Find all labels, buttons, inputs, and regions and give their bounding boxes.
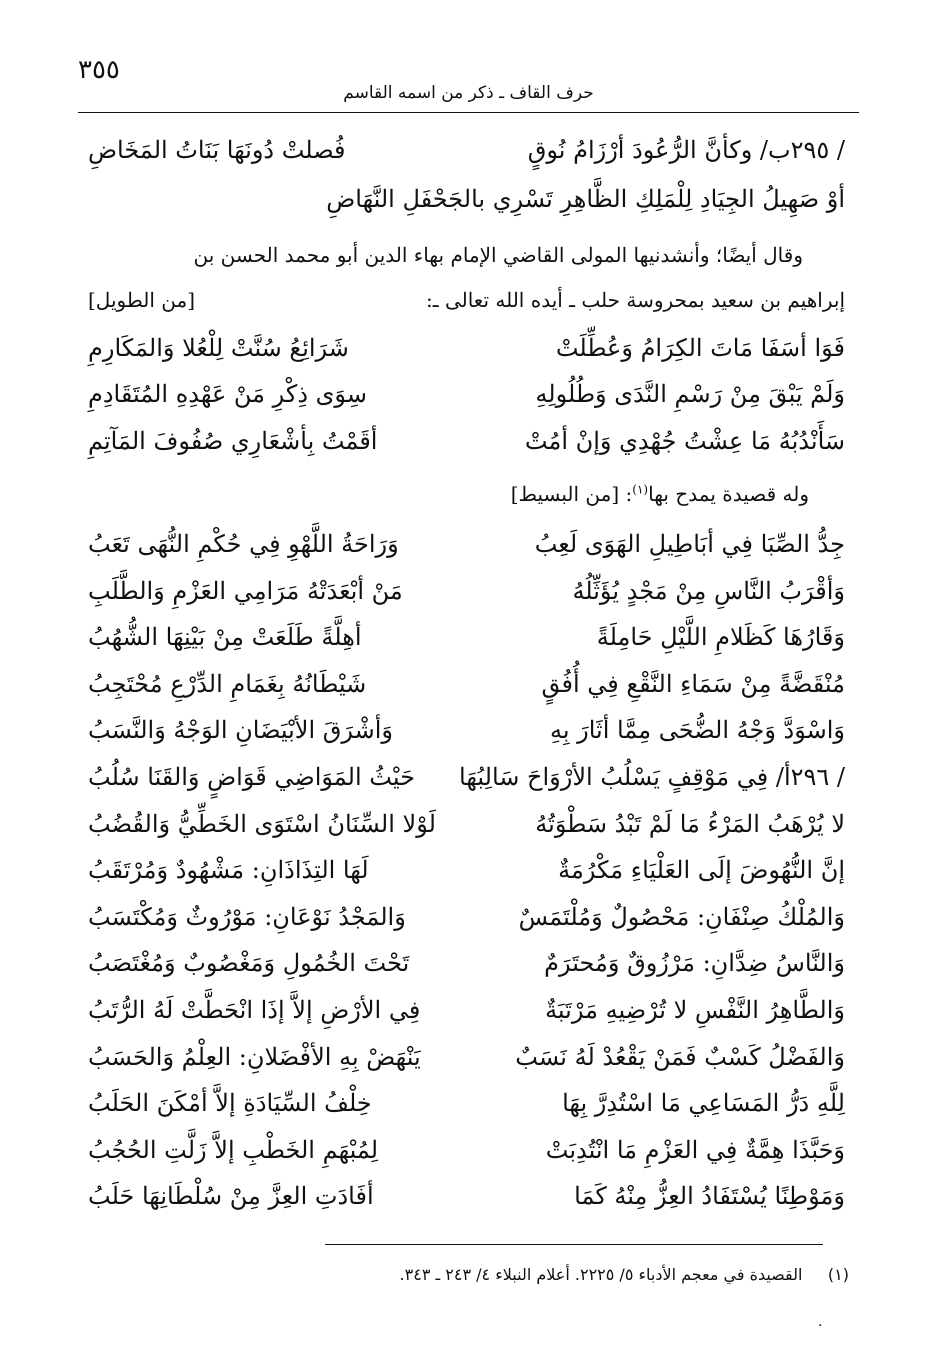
verse-line — [88, 615, 845, 659]
verse-second-hemistich: شَرَائِعُ سُنَّتْ لِلْعُلا وَالمَكَارِمِ — [88, 334, 349, 362]
intro-2-line — [511, 482, 809, 506]
verse-line — [88, 177, 845, 221]
verse-line — [88, 895, 845, 939]
verse-second-hemistich: وَالمَجْدُ نَوْعَانِ: مَوْرُوثٌ وَمُكْتَسَبُ — [88, 902, 406, 931]
verse-second-hemistich: لِمُبْهَمِ الخَطْبِ إلاَّ زَلَّتِ الحُجُبُ — [88, 1135, 379, 1164]
verse-second-hemistich: يَنْهَضْ بِهِ الأفْضَلانِ: العِلْمُ وَالحَسَبُ — [88, 1042, 421, 1071]
verse-line — [88, 988, 845, 1032]
verse-first-hemistich: وَالطَّاهِرُ النَّفْسِ لا تُرْضِيهِ مَرْتَبَةٌ — [545, 996, 845, 1024]
verse-first-hemistich: / ٢٩٦أ/ فِي مَوْقِفٍ يَسْلُبُ الأرْوَاحَ سَالِبُهَا — [459, 763, 845, 791]
verse-line — [88, 1081, 845, 1125]
verse-second-hemistich: فُصلتْ دُونَهَا بَنَاتُ المَخَاضِ — [88, 136, 346, 164]
footnote — [320, 1265, 849, 1284]
intro-2-colon: : — [625, 482, 633, 506]
intro-paragraph-line — [88, 288, 845, 312]
verse-line — [88, 708, 845, 752]
intro-2-text: وله قصيدة يمدح بها — [648, 482, 809, 506]
verse-second-hemistich: لَهَا التِذَاذَانِ: مَشْهُودٌ وَمُرْتَقَبُ — [88, 856, 369, 885]
verse-first-hemistich: وَمَوْطِنًا يُسْتَفَادُ العِزُّ مِنْهُ كَمَا — [574, 1182, 845, 1211]
verse-line — [88, 1035, 845, 1079]
verse-first-hemistich: وَحَبَّذَا هِمَّةٌ فِي العَزْمِ مَا انْتُدِبَتْ — [545, 1135, 845, 1164]
verse-line — [88, 326, 845, 370]
verse-first-hemistich: سَأَنْدُبُهُ مَا عِشْتُ جُهْدِي وَإنْ أمُتْ — [524, 427, 845, 455]
verse-first-hemistich: وَالمُلْكُ صِنْفَانِ: مَحْصُولٌ وَمُلْتَمَسٌ — [518, 902, 845, 931]
page-number: ٣٥٥ — [78, 55, 120, 85]
verse-first-hemistich: وَاسْوَدَّ وَجْهُ الضُّحَى مِمَّا أثَارَ بِهِ — [549, 716, 845, 745]
verse-line — [88, 755, 845, 799]
footnote-text: القصيدة في معجم الأدباء ٥/ ٢٢٢٥. أعلام النبلاء ٤/ ٢٤٣ ـ ٣٤٣. — [399, 1265, 803, 1284]
verse-first-hemistich: وَقَارُهَا كَظَلامِ اللَّيْلِ حَامِلَةً — [596, 623, 845, 652]
verse-second-hemistich: تَحْتَ الخُمُولِ وَمَغْصُوبٌ وَمُغْتَصَبُ — [88, 949, 410, 978]
verse-second-hemistich: شَيْطَانُهُ بِغَمَامِ الدِّرْعِ مُحْتَجِبُ — [88, 669, 367, 698]
verse-line — [88, 1174, 845, 1218]
verse-first-hemistich: وَالفَضْلُ كَسْبٌ فَمَنْ يَقْعُدْ لَهُ نَسَبٌ — [515, 1042, 845, 1071]
verse-line — [88, 569, 845, 613]
verse-second-hemistich: وَأشْرَقَ الأبْيَضَانِ الوَجْهُ وَالنَّسَبُ — [88, 716, 394, 745]
verse-first-hemistich: وَالنَّاسُ ضِدَّانِ: مَرْزُوقٌ وَمُحتَرَمٌ — [544, 949, 845, 978]
header-rule — [78, 112, 859, 113]
intro-paragraph-line: وقال أيضًا؛ وأنشدنيها المولى القاضي الإمام بهاء الدين أبو محمد الحسن بن — [193, 243, 803, 267]
verse-second-hemistich: مَنْ أبْعَدَتْهُ مَرَامِي العَزْمِ وَالطَّلَبِ — [88, 576, 403, 605]
verse-first-hemistich: فَوَا أسَفَا مَاتَ الكِرَامُ وَعُطِّلَتْ — [555, 334, 845, 362]
meter-label: [من البسيط] — [510, 482, 620, 506]
verse-second-hemistich: وَرَاحَةُ اللَّهْوِ فِي حُكْمِ النُّهَى تَعَبُ — [88, 530, 399, 558]
verse-line — [88, 1128, 845, 1172]
verse-first-hemistich: وَلَمْ يَبْقَ مِنْ رَسْمِ النَّدَى وَطُلُولِهِ — [535, 380, 845, 408]
verse-second-hemistich: سِوَى ذِكْرِ مَنْ عَهْدِهِ المُتَقَادِمِ — [88, 380, 367, 408]
footnote-rule — [325, 1244, 823, 1245]
verse-line — [88, 802, 845, 846]
verse-first-hemistich: / ٢٩٥ب/ وكأنَّ الرُّعُودَ أرْزَامُ نُوقٍ — [527, 136, 845, 164]
verse-second-hemistich: أقَمْتُ بِأشْعَارِي صُفُوفَ المَآتِمِ — [88, 427, 378, 455]
page-mark: · — [818, 1318, 823, 1334]
verse-line — [88, 419, 845, 463]
verse-line — [88, 941, 845, 985]
verse-line — [88, 372, 845, 416]
verse-line — [88, 522, 845, 566]
running-head: حرف القاف ـ ذكر من اسمه القاسم — [343, 83, 594, 103]
verse-line — [88, 128, 845, 172]
verse-first-hemistich: إنَّ النُّهُوضَ إلَى العَلْيَاءِ مَكْرُمَةٌ — [558, 856, 845, 885]
verse-line — [88, 662, 845, 706]
verse-second-hemistich: خِلْفُ السِّيَادَةِ إلاَّ أمْكَنَ الحَلَبُ — [88, 1089, 372, 1118]
verse-line — [88, 848, 845, 892]
verse-full-line: أوْ صَهِيلُ الجِيَادِ لِلْمَلِكِ الظَّاهِرِ تَسْرِي بالجَحْفَلِ النَّهَاضِ — [326, 185, 845, 213]
footnote-marker: (١) — [827, 1265, 849, 1284]
intro-text: إبراهيم بن سعيد بمحروسة حلب ـ أيده الله تعالى ـ: — [425, 288, 845, 312]
verse-first-hemistich: وَأقْرَبُ النَّاسِ مِنْ مَجْدٍ يُؤَثِّلُهُ — [572, 576, 845, 605]
verse-first-hemistich: مُنْقَضَّةً مِنْ سَمَاءِ النَّقْعِ فِي أُفُقٍ — [541, 669, 845, 698]
verse-first-hemistich: لِلَّهِ دَرُّ المَسَاعِي مَا اسْتُدِرَّ بِهَا — [562, 1089, 845, 1118]
verse-second-hemistich: أفَادَتِ العِزَّ مِنْ سُلْطَانِهَا حَلَبُ — [88, 1182, 374, 1211]
verse-second-hemistich: فِي الأرْضِ إلاَّ إذَا انْحَطَّتْ لَهُ الرُّتَبُ — [88, 996, 421, 1024]
meter-label: [من الطويل] — [88, 288, 196, 312]
verse-second-hemistich: حَيْثُ المَوَاضِي قَوَاضٍ وَالقَنَا سُلُبُ — [88, 763, 415, 791]
verse-first-hemistich: لا يُرْهَبُ المَرْءُ مَا لَمْ تَبْدُ سَطْوَتُهُ — [535, 809, 845, 838]
footnote-reference: (١) — [632, 482, 649, 497]
verse-second-hemistich: لَوْلا السِّنَانُ اسْتَوَى الخَطِّيُّ وَالقُضُبُ — [88, 809, 436, 838]
verse-first-hemistich: جِدُّ الصِّبَا فِي أبَاطِيلِ الهَوَى لَعِبُ — [534, 530, 845, 558]
verse-second-hemistich: أهِلَّةً طَلَعَتْ مِنْ بَيْنِهَا الشُّهُبُ — [88, 623, 362, 652]
